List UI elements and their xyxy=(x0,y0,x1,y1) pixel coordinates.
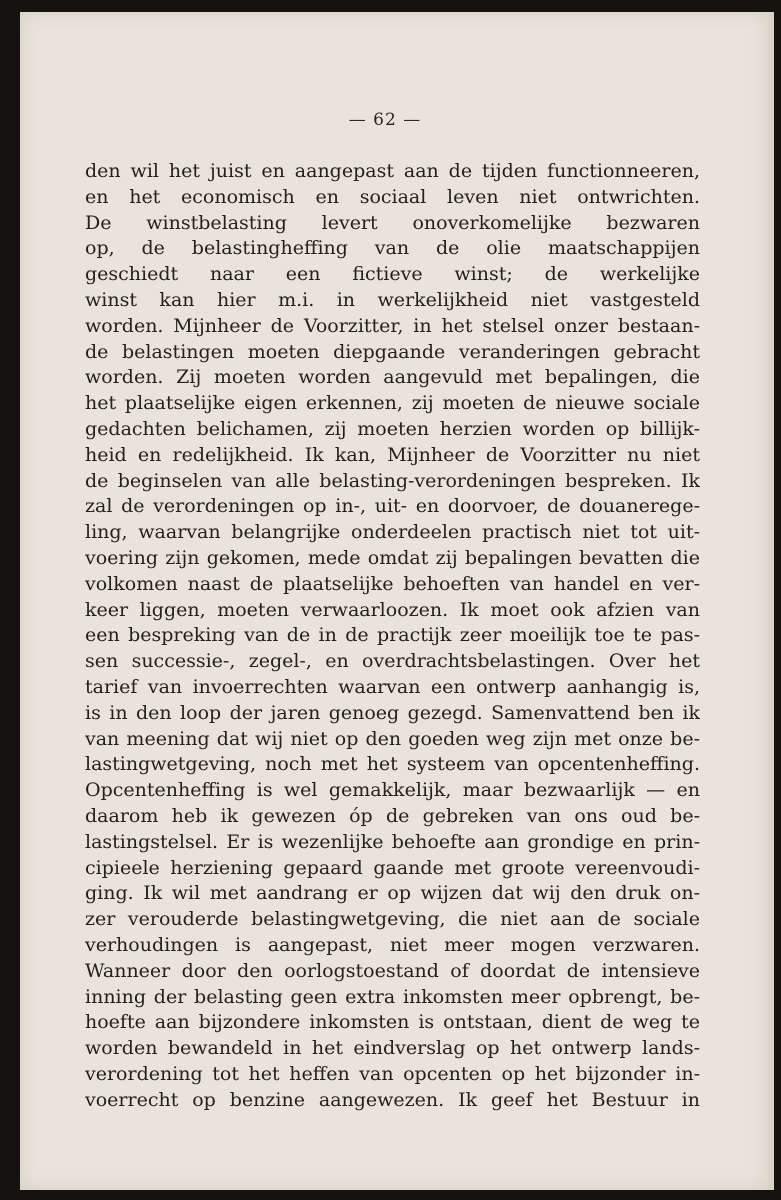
text-line: voerrecht op benzine aangewezen. Ik geef het Bestuur in xyxy=(85,1088,700,1111)
text-line: Opcentenheffing is wel gemakkelijk, maar bezwaarlijk — en xyxy=(85,779,700,802)
text-line: het plaatselijke eigen erkennen, zij moeten de nieuwe sociale xyxy=(85,392,700,415)
text-line: zal de verordeningen op in-, uit- en doorvoer, de douanerege- xyxy=(85,495,700,518)
text-line: de belastingen moeten diepgaande veranderingen gebracht xyxy=(85,340,700,363)
text-line: de beginselen van alle belasting-verordeningen bespreken. Ik xyxy=(85,469,700,492)
text-line: en het economisch en sociaal leven niet ontwrichten. xyxy=(85,185,700,208)
text-line: voering zijn gekomen, mede omdat zij bepalingen bevatten die xyxy=(85,546,700,569)
text-line: worden bewandeld in het eindverslag op het ontwerp lands- xyxy=(85,1037,700,1060)
text-line: Wanneer door den oorlogstoestand of doordat de intensieve xyxy=(85,959,700,982)
text-line: winst kan hier m.i. in werkelijkheid niet vastgesteld xyxy=(85,288,700,311)
text-line: is in den loop der jaren genoeg gezegd. Samenvattend ben ik xyxy=(85,701,700,724)
text-line: heid en redelijkheid. Ik kan, Mijnheer de Voorzitter nu niet xyxy=(85,443,700,466)
text-line: een bespreking van de in de practijk zeer moeilijk toe te pas- xyxy=(85,624,700,647)
text-line: ling, waarvan belangrijke onderdeelen practisch niet tot uit- xyxy=(85,521,700,544)
text-line: zer verouderde belastingwetgeving, die niet aan de sociale xyxy=(85,908,700,931)
page-number: — 62 — xyxy=(348,110,422,130)
text-line: volkomen naast de plaatselijke behoeften van handel en ver- xyxy=(85,572,700,595)
text-line: cipieele herziening gepaard gaande met groote vereenvoudi- xyxy=(85,856,700,879)
text-line: verordening tot het heffen van opcenten op het bijzonder in- xyxy=(85,1062,700,1085)
text-line: verhoudingen is aangepast, niet meer mogen verzwaren. xyxy=(85,933,700,956)
text-line: tarief van invoerrechten waarvan een ontwerp aanhangig is, xyxy=(85,675,700,698)
text-line: De winstbelasting levert onoverkomelijke bezwaren xyxy=(85,211,700,234)
text-line: worden. Zij moeten worden aangevuld met bepalingen, die xyxy=(85,366,700,389)
text-line: geschiedt naar een fictieve winst; de werkelijke xyxy=(85,263,700,286)
text-line: hoefte aan bijzondere inkomsten is ontstaan, dient de weg te xyxy=(85,1011,700,1034)
text-line: worden. Mijnheer de Voorzitter, in het stelsel onzer bestaan- xyxy=(85,314,700,337)
body-text xyxy=(85,159,700,1113)
text-line: sen successie-, zegel-, en overdrachtsbelastingen. Over het xyxy=(85,650,700,673)
text-line: ging. Ik wil met aandrang er op wijzen dat wij den druk on- xyxy=(85,882,700,905)
next-page-edge xyxy=(768,12,774,1190)
text-line: lastingwetgeving, noch met het systeem van opcentenheffing. xyxy=(85,753,700,776)
text-line: gedachten belichamen, zij moeten herzien worden op billijk- xyxy=(85,417,700,440)
text-line: van meening dat wij niet op den goeden weg zijn met onze be- xyxy=(85,727,700,750)
text-line: op, de belastingheffing van de olie maatschappijen xyxy=(85,237,700,260)
text-line: inning der belasting geen extra inkomsten meer opbrengt, be- xyxy=(85,985,700,1008)
text-line: daarom heb ik gewezen óp de gebreken van ons oud be- xyxy=(85,804,700,827)
text-line: keer liggen, moeten verwaarloozen. Ik moet ook afzien van xyxy=(85,598,700,621)
text-line: lastingstelsel. Er is wezenlijke behoefte aan grondige en prin- xyxy=(85,830,700,853)
text-line: den wil het juist en aangepast aan de tijden functionneeren, xyxy=(85,160,700,182)
